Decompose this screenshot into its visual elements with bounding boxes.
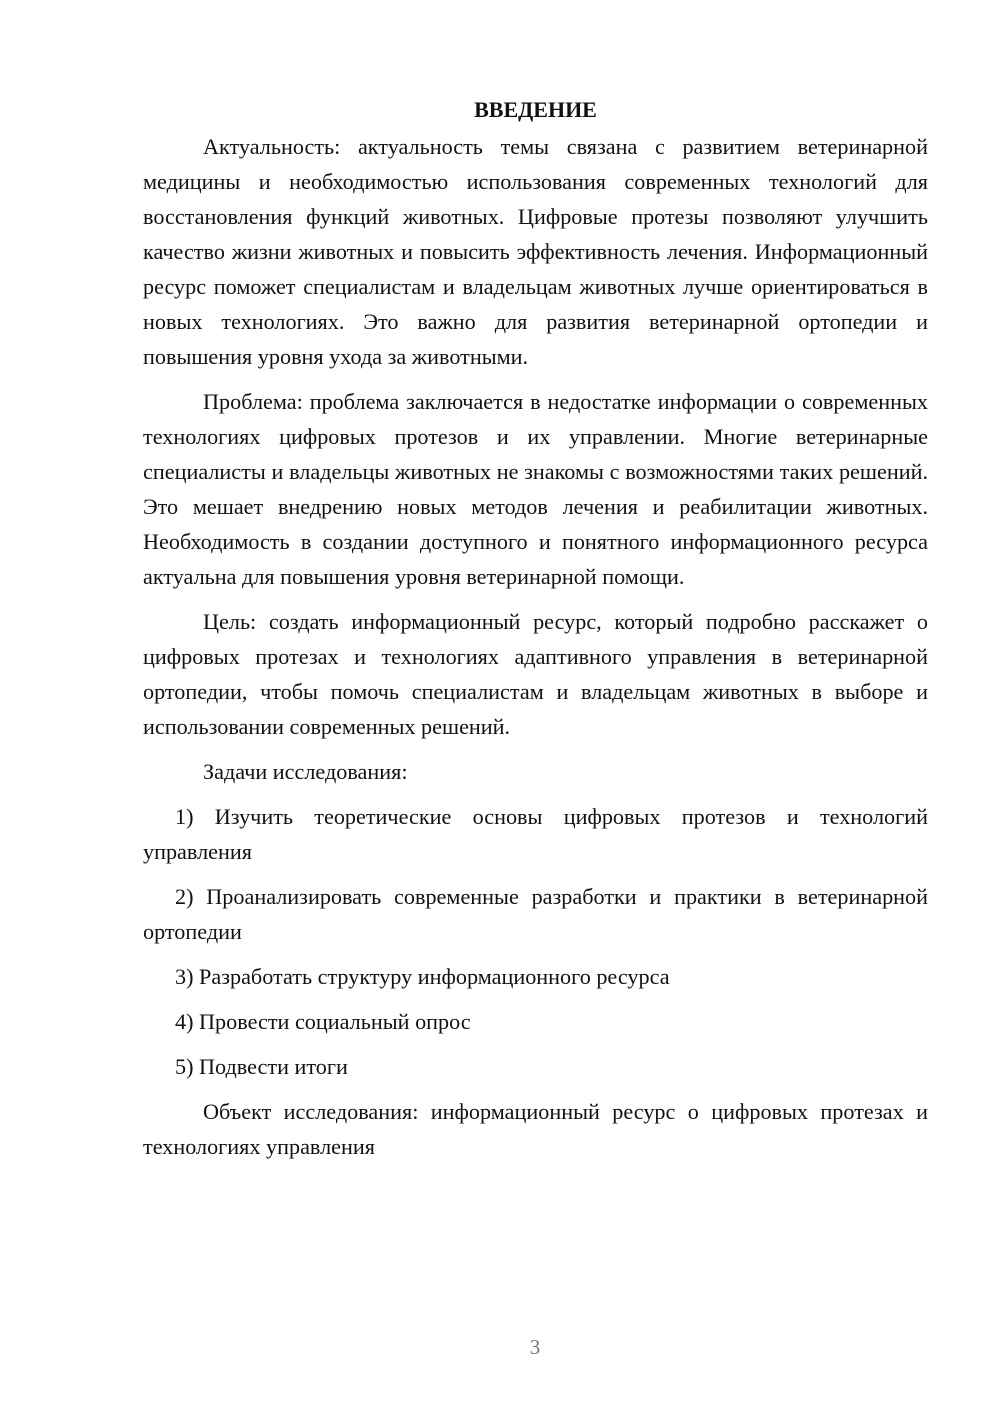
paragraph-object: Объект исследования: информационный ресурс о цифровых протезах и технологиях управления [143, 1099, 928, 1159]
section-heading: ВВЕДЕНИЕ [474, 97, 597, 122]
tasks-list [143, 799, 928, 1084]
page-content [143, 92, 928, 1174]
task-item-4: 4) Провести социальный опрос [175, 1009, 471, 1034]
tasks-title: Задачи исследования: [203, 759, 408, 784]
paragraph-goal: Цель: создать информационный ресурс, который подробно расскажет о цифровых протезах и технологиях адаптивного управления в ветеринарной ортопедии, чтобы помочь специалистам и владельцам животных в выборе и использовании современных решений. [143, 609, 928, 739]
task-item-3: 3) Разработать структуру информационного ресурса [175, 964, 670, 989]
paragraph-problem: Проблема: проблема заключается в недостатке информации о современных технологиях цифровых протезов и их управлении. Многие ветеринарные специалисты и владельцы животных не знакомы с возможностями таких решений. Это мешает внедрению новых методов лечения и реабилитации животных. Необходимость в создании доступного и понятного информационного ресурса актуальна для повышения уровня ветеринарной помощи. [143, 389, 928, 589]
page-number: 3 [529, 1335, 541, 1359]
paragraph-relevance: Актуальность: актуальность темы связана с развитием ветеринарной медицины и необходимостью использования современных технологий для восстановления функций животных. Цифровые протезы позволяют улучшить качество жизни животных и повысить эффективность лечения. Информационный ресурс поможет специалистам и владельцам животных лучше ориентироваться в новых технологиях. Это важно для развития ветеринарной ортопедии и повышения уровня ухода за животными. [143, 134, 928, 369]
task-item-2: 2) Проанализировать современные разработки и практики в ветеринарной ортопедии [143, 884, 928, 944]
task-item-5: 5) Подвести итоги [175, 1054, 348, 1079]
task-item-1: 1) Изучить теоретические основы цифровых протезов и технологий управления [143, 804, 928, 864]
